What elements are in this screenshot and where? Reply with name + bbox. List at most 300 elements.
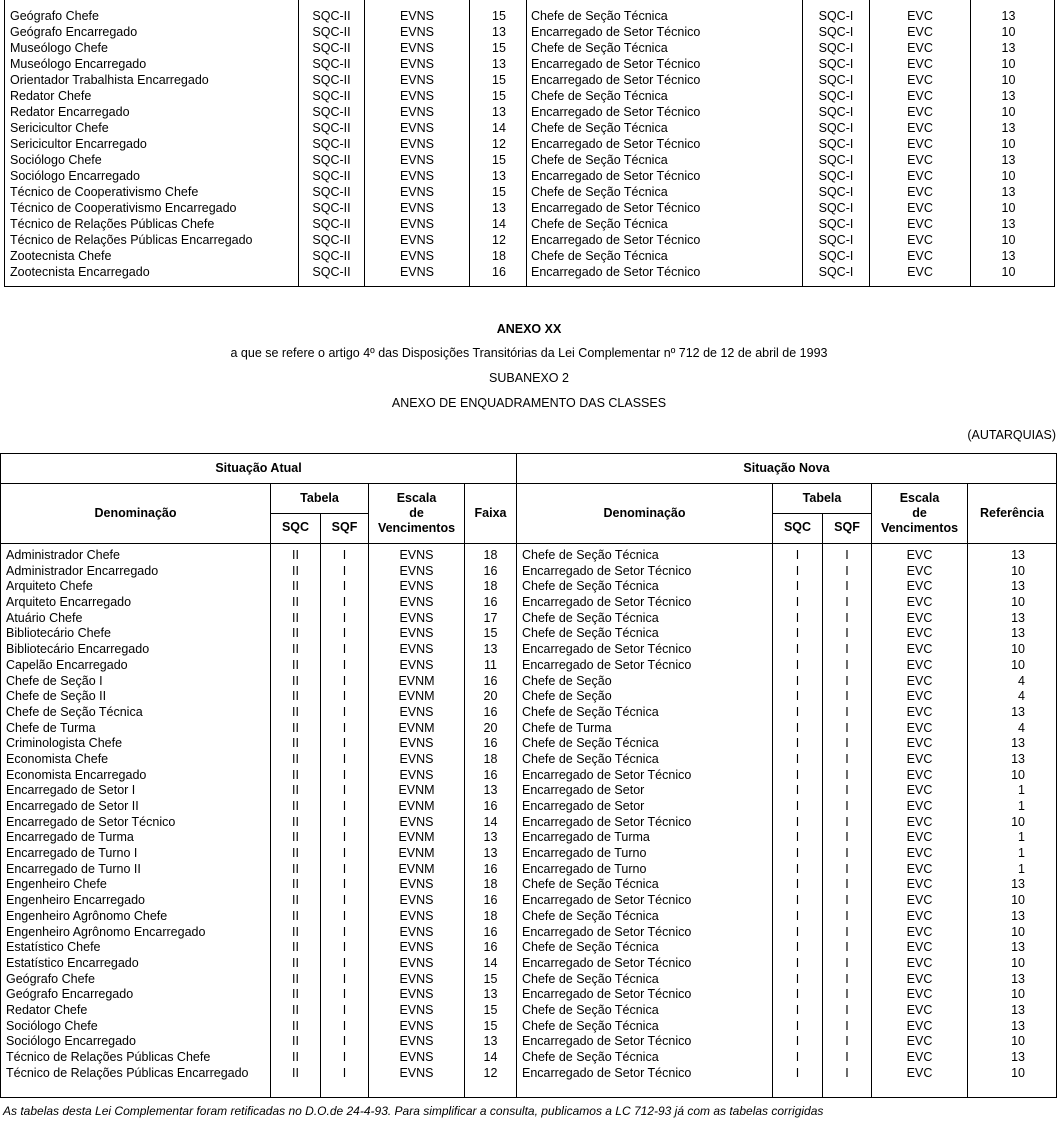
atual-denominacao: Redator Chefe	[6, 1002, 88, 1017]
nova-escala: EVC	[907, 9, 933, 23]
atual-faixa: 13	[483, 846, 498, 861]
atual-escala: EVNM	[398, 846, 435, 861]
atual-denominacao: Chefe de Turma	[6, 720, 96, 735]
atual-sqf: I	[342, 689, 347, 704]
table-row	[1, 814, 1056, 830]
nova-referencia: 13	[1011, 626, 1025, 641]
atual-denominacao: Bibliotecário Chefe	[6, 626, 111, 641]
nova-referencia: 10	[1001, 105, 1016, 119]
nova-denominacao: Encarregado de Setor Técnico	[522, 1034, 692, 1049]
atual-faixa: 15	[492, 153, 506, 167]
annex-reference: a que se refere o artigo 4º das Disposições Transitórias da Lei Complementar nº 712 de 12 de abril de 1993	[230, 346, 828, 360]
nova-denominacao: Encarregado de Setor Técnico	[522, 767, 692, 782]
nova-sqc: I	[795, 924, 800, 939]
atual-sqf: I	[342, 595, 347, 610]
atual-sqf: I	[342, 799, 347, 813]
atual-faixa: 13	[483, 783, 498, 798]
atual-faixa: 14	[483, 814, 498, 829]
nova-sqc: I	[795, 642, 800, 657]
nova-referencia: 10	[1001, 73, 1016, 87]
atual-sqf: I	[342, 830, 347, 845]
atual-escala: EVNM	[398, 689, 435, 704]
atual-escala: EVNM	[398, 830, 435, 845]
atual-faixa: 13	[483, 1034, 498, 1049]
table-row	[1, 845, 1056, 861]
nova-tabela: SQC-I	[818, 217, 854, 231]
nova-sqc: I	[795, 940, 800, 955]
annex-subtitle: ANEXO DE ENQUADRAMENTO DAS CLASSES	[391, 396, 667, 410]
nova-sqc: I	[795, 626, 800, 641]
table-row	[1, 861, 1056, 877]
nova-sqf: I	[845, 971, 849, 986]
nova-escala: EVC	[907, 121, 933, 135]
nova-referencia: 4	[1018, 720, 1025, 735]
atual-faixa: 15	[492, 41, 506, 55]
nova-referencia: 4	[1018, 689, 1025, 704]
nova-referencia: 13	[1001, 249, 1016, 263]
atual-tabela: SQC-II	[312, 249, 351, 263]
atual-denominacao: Técnico de Relações Públicas Chefe	[10, 217, 215, 231]
atual-escala: EVNS	[399, 185, 435, 199]
table-row	[5, 56, 1054, 72]
nova-referencia: 13	[1011, 704, 1025, 719]
atual-denominacao: Zootecnista Chefe	[10, 249, 112, 263]
atual-sqc: II	[292, 563, 299, 578]
atual-faixa: 15	[492, 89, 506, 103]
nova-denominacao: Encarregado de Setor Técnico	[522, 1065, 692, 1080]
atual-sqf: I	[342, 767, 347, 782]
atual-faixa: 12	[492, 137, 506, 151]
nova-sqc: I	[795, 548, 800, 562]
atual-escala: EVNS	[399, 595, 434, 610]
nova-tabela: SQC-I	[818, 9, 854, 23]
atual-escala: EVNS	[399, 249, 435, 263]
atual-faixa: 16	[483, 861, 498, 876]
atual-escala: EVNS	[399, 971, 434, 986]
table-row	[5, 248, 1054, 264]
nova-sqf: I	[845, 1065, 849, 1080]
atual-sqc: II	[292, 1034, 299, 1049]
header-sqf-nova: SQF	[834, 520, 860, 534]
atual-escala: EVNS	[399, 657, 434, 672]
atual-tabela: SQC-II	[312, 121, 351, 135]
atual-tabela: SQC-II	[312, 25, 351, 39]
atual-faixa: 12	[492, 233, 506, 247]
atual-escala: EVNS	[399, 548, 434, 562]
atual-escala: EVNS	[399, 908, 434, 923]
table-row	[1, 955, 1056, 971]
atual-sqc: II	[292, 955, 299, 970]
atual-sqc: II	[292, 783, 299, 798]
nova-tabela: SQC-I	[818, 185, 854, 199]
nova-sqc: I	[795, 846, 800, 861]
atual-sqf: I	[342, 751, 347, 766]
table-row	[1, 767, 1056, 783]
table-row	[1, 625, 1056, 641]
atual-sqc: II	[292, 626, 299, 641]
atual-sqc: II	[292, 642, 299, 657]
nova-referencia: 1	[1018, 830, 1025, 845]
nova-denominacao: Encarregado de Setor	[522, 783, 645, 798]
nova-denominacao: Chefe de Seção Técnica	[531, 89, 668, 103]
atual-escala: EVNS	[399, 25, 435, 39]
atual-denominacao: Encarregado de Turno I	[6, 846, 138, 861]
nova-sqf: I	[845, 767, 849, 782]
atual-escala: EVNS	[399, 201, 435, 215]
header-denominacao-atual: Denominação	[94, 506, 177, 520]
table-row	[5, 264, 1054, 280]
table-row	[1, 704, 1056, 720]
table-row	[5, 40, 1054, 56]
table-row	[1, 876, 1056, 892]
nova-sqc: I	[795, 579, 800, 594]
nova-escala: EVC	[907, 57, 933, 71]
atual-sqf: I	[342, 548, 347, 562]
atual-escala: EVNS	[399, 217, 435, 231]
nova-sqf: I	[845, 1018, 849, 1033]
atual-faixa: 16	[483, 893, 498, 908]
atual-sqf: I	[342, 1065, 347, 1080]
atual-faixa: 16	[483, 924, 498, 939]
nova-escala: EVC	[906, 736, 933, 751]
nova-referencia: 13	[1001, 9, 1016, 23]
atual-denominacao: Administrador Encarregado	[6, 563, 159, 578]
table-row	[1, 986, 1056, 1002]
nova-referencia: 13	[1011, 1002, 1025, 1017]
nova-escala: EVC	[907, 169, 933, 183]
atual-tabela: SQC-II	[312, 73, 351, 87]
atual-escala: EVNS	[399, 610, 434, 625]
nova-escala: EVC	[907, 265, 933, 279]
nova-escala: EVC	[906, 610, 933, 625]
atual-denominacao: Chefe de Seção II	[6, 689, 107, 704]
nova-sqc: I	[795, 783, 800, 798]
atual-denominacao: Técnico de Relações Públicas Encarregado	[10, 233, 253, 247]
table-row	[1, 673, 1056, 689]
atual-escala: EVNS	[399, 1050, 434, 1064]
atual-sqc: II	[292, 657, 299, 672]
nova-sqf: I	[845, 642, 849, 657]
table-row	[1, 547, 1056, 563]
atual-tabela: SQC-II	[312, 9, 351, 23]
nova-escala: EVC	[906, 814, 933, 829]
nova-sqc: I	[795, 704, 800, 719]
nova-escala: EVC	[906, 751, 933, 766]
atual-sqf: I	[342, 940, 347, 955]
nova-denominacao: Chefe de Seção Técnica	[522, 1018, 659, 1033]
nova-sqf: I	[845, 1034, 849, 1049]
atual-faixa: 16	[483, 767, 498, 782]
nova-sqc: I	[795, 657, 800, 672]
atual-tabela: SQC-II	[312, 233, 351, 247]
atual-sqc: II	[292, 610, 299, 625]
atual-sqc: II	[292, 846, 299, 861]
nova-sqf: I	[845, 579, 849, 594]
nova-sqc: I	[795, 736, 800, 751]
nova-denominacao: Encarregado de Setor Técnico	[522, 893, 692, 908]
nova-denominacao: Encarregado de Turno	[522, 846, 647, 861]
atual-sqf: I	[342, 908, 347, 923]
upper-table-body	[5, 8, 1054, 280]
atual-denominacao: Chefe de Seção I	[6, 673, 103, 688]
nova-tabela: SQC-I	[818, 25, 854, 39]
atual-sqc: II	[292, 830, 299, 845]
nova-denominacao: Chefe de Seção Técnica	[531, 217, 668, 231]
atual-faixa: 13	[492, 105, 506, 119]
atual-faixa: 16	[483, 563, 498, 578]
header-escala-atual	[369, 491, 464, 536]
upper-enquadramento-table	[4, 0, 1055, 287]
nova-denominacao: Encarregado de Turma	[522, 830, 650, 845]
atual-sqc: II	[292, 751, 299, 766]
atual-denominacao: Encarregado de Turno II	[6, 861, 141, 876]
atual-tabela: SQC-II	[312, 89, 351, 103]
nova-sqf: I	[845, 908, 849, 923]
atual-escala: EVNS	[399, 153, 435, 167]
table-row	[5, 232, 1054, 248]
atual-faixa: 16	[483, 799, 498, 813]
atual-denominacao: Atuário Chefe	[6, 610, 83, 625]
atual-escala: EVNS	[399, 41, 435, 55]
atual-sqf: I	[342, 861, 347, 876]
atual-escala: EVNM	[398, 799, 435, 813]
nova-referencia: 10	[1001, 233, 1016, 247]
atual-sqc: II	[292, 893, 299, 908]
atual-tabela: SQC-II	[312, 41, 351, 55]
atual-sqc: II	[292, 799, 299, 813]
header-divider	[1, 483, 1056, 484]
atual-escala: EVNS	[399, 1065, 434, 1080]
enquadramento-table	[0, 453, 1057, 1098]
nova-sqf: I	[845, 846, 849, 861]
nova-denominacao: Chefe de Seção Técnica	[522, 626, 659, 641]
atual-escala: EVNS	[399, 89, 435, 103]
atual-denominacao: Encarregado de Setor Técnico	[6, 814, 176, 829]
atual-sqc: II	[292, 579, 299, 594]
atual-tabela: SQC-II	[312, 185, 351, 199]
atual-tabela: SQC-II	[312, 201, 351, 215]
atual-sqc: II	[292, 1050, 299, 1064]
nova-referencia: 13	[1001, 89, 1016, 103]
nova-escala: EVC	[906, 548, 933, 562]
nova-denominacao: Encarregado de Setor Técnico	[531, 169, 701, 183]
nova-referencia: 13	[1011, 877, 1025, 892]
nova-referencia: 13	[1011, 548, 1025, 562]
nova-tabela: SQC-I	[818, 121, 854, 135]
atual-denominacao: Engenheiro Agrônomo Chefe	[6, 908, 168, 923]
nova-sqf: I	[845, 893, 849, 908]
atual-sqc: II	[292, 971, 299, 986]
atual-sqc: II	[292, 987, 299, 1002]
atual-escala: EVNS	[399, 924, 434, 939]
nova-denominacao: Chefe de Seção	[522, 673, 612, 688]
nova-escala: EVC	[907, 105, 933, 119]
nova-escala: EVC	[906, 579, 933, 594]
atual-sqf: I	[342, 704, 347, 719]
atual-denominacao: Museólogo Encarregado	[10, 57, 147, 71]
nova-referencia: 10	[1011, 955, 1025, 970]
nova-sqf: I	[845, 1050, 849, 1064]
atual-sqf: I	[342, 1034, 347, 1049]
atual-sqc: II	[292, 1002, 299, 1017]
header-denominacao-nova: Denominação	[603, 506, 686, 520]
nova-sqc: I	[795, 673, 800, 688]
atual-denominacao: Geógrafo Encarregado	[6, 987, 134, 1002]
nova-tabela: SQC-I	[818, 233, 854, 247]
nova-denominacao: Chefe de Seção Técnica	[522, 751, 659, 766]
nova-sqc: I	[795, 830, 800, 845]
atual-faixa: 15	[492, 73, 506, 87]
nova-referencia: 10	[1011, 563, 1025, 578]
atual-escala: EVNS	[399, 642, 434, 657]
nova-denominacao: Chefe de Seção Técnica	[522, 704, 659, 719]
nova-escala: EVC	[906, 1050, 933, 1064]
nova-escala: EVC	[907, 249, 933, 263]
nova-denominacao: Encarregado de Setor Técnico	[531, 265, 701, 279]
nova-denominacao: Chefe de Seção Técnica	[522, 908, 659, 923]
nova-referencia: 13	[1001, 185, 1016, 199]
table-row	[1, 798, 1056, 814]
nova-escala: EVC	[906, 657, 933, 672]
atual-denominacao: Geógrafo Chefe	[6, 971, 95, 986]
nova-referencia: 4	[1018, 673, 1025, 688]
nova-denominacao: Encarregado de Setor Técnico	[522, 814, 692, 829]
nova-referencia: 10	[1011, 642, 1025, 657]
nova-denominacao: Encarregado de Turno	[522, 861, 647, 876]
atual-sqc: II	[292, 924, 299, 939]
table-row	[1, 751, 1056, 767]
atual-faixa: 16	[483, 595, 498, 610]
nova-sqc: I	[795, 595, 800, 610]
nova-sqf: I	[845, 610, 849, 625]
nova-sqc: I	[795, 893, 800, 908]
nova-sqc: I	[795, 751, 800, 766]
atual-sqc: II	[292, 720, 299, 735]
atual-escala: EVNS	[399, 767, 434, 782]
footnote: As tabelas desta Lei Complementar foram retificadas no D.O.de 24-4-93. Para simplificar a consulta, publicamos a LC 712-93 já com as tabelas corrigidas	[3, 1104, 824, 1118]
atual-escala: EVNS	[399, 563, 434, 578]
table-row	[5, 200, 1054, 216]
header-sqc-atual: SQC	[281, 520, 310, 534]
atual-escala: EVNS	[399, 940, 434, 955]
atual-escala: EVNS	[399, 121, 435, 135]
atual-sqf: I	[342, 626, 347, 641]
nova-sqf: I	[845, 1002, 849, 1017]
atual-denominacao: Geógrafo Chefe	[10, 9, 99, 23]
nova-escala: EVC	[906, 673, 933, 688]
nova-tabela: SQC-I	[818, 73, 854, 87]
atual-faixa: 17	[483, 610, 498, 625]
nova-denominacao: Chefe de Seção Técnica	[522, 1002, 659, 1017]
nova-referencia: 10	[1011, 893, 1025, 908]
nova-denominacao: Chefe de Seção Técnica	[531, 249, 668, 263]
nova-sqc: I	[795, 767, 800, 782]
nova-referencia: 10	[1001, 265, 1016, 279]
atual-tabela: SQC-II	[312, 169, 351, 183]
table-row	[5, 184, 1054, 200]
nova-referencia: 10	[1011, 1065, 1025, 1080]
atual-faixa: 18	[483, 908, 498, 923]
nova-denominacao: Chefe de Seção Técnica	[522, 940, 659, 955]
nova-sqc: I	[795, 908, 800, 923]
nova-referencia: 13	[1011, 1018, 1025, 1033]
nova-escala: EVC	[906, 877, 933, 892]
table-row	[1, 782, 1056, 798]
atual-denominacao: Sociólogo Encarregado	[6, 1034, 136, 1049]
nova-escala: EVC	[906, 987, 933, 1002]
atual-denominacao: Técnico de Relações Públicas Encarregado	[6, 1065, 249, 1080]
nova-referencia: 1	[1018, 799, 1025, 813]
atual-sqf: I	[342, 673, 347, 688]
nova-denominacao: Encarregado de Setor Técnico	[531, 57, 701, 71]
atual-sqf: I	[342, 610, 347, 625]
nova-referencia: 10	[1011, 595, 1025, 610]
nova-sqc: I	[795, 814, 800, 829]
nova-sqf: I	[845, 940, 849, 955]
atual-denominacao: Arquiteto Chefe	[6, 579, 93, 594]
table-row	[1, 578, 1056, 594]
atual-tabela: SQC-II	[312, 57, 351, 71]
annex-title: ANEXO XX	[496, 322, 562, 336]
nova-referencia: 1	[1018, 783, 1025, 798]
atual-sqf: I	[342, 1018, 347, 1033]
atual-denominacao: Administrador Chefe	[6, 548, 120, 562]
table-row	[1, 594, 1056, 610]
nova-denominacao: Chefe de Seção Técnica	[522, 579, 659, 594]
nova-escala: EVC	[906, 595, 933, 610]
nova-escala: EVC	[907, 41, 933, 55]
atual-sqc: II	[292, 595, 299, 610]
nova-tabela: SQC-I	[818, 89, 854, 103]
atual-denominacao: Orientador Trabalhista Encarregado	[10, 73, 209, 87]
table-row	[1, 641, 1056, 657]
header-escala-line3: Vencimentos	[880, 521, 959, 535]
table-row	[5, 24, 1054, 40]
nova-sqc: I	[795, 563, 800, 578]
header-escala-line1: Escala	[899, 491, 940, 505]
atual-sqc: II	[292, 689, 299, 704]
atual-sqf: I	[342, 642, 347, 657]
atual-faixa: 13	[483, 987, 498, 1002]
nova-escala: EVC	[906, 563, 933, 578]
nova-sqc: I	[795, 987, 800, 1002]
table-row	[5, 120, 1054, 136]
atual-faixa: 13	[483, 830, 498, 845]
atual-sqf: I	[342, 1002, 347, 1017]
nova-denominacao: Encarregado de Setor Técnico	[531, 25, 701, 39]
nova-tabela: SQC-I	[818, 57, 854, 71]
atual-faixa: 14	[483, 955, 498, 970]
atual-denominacao: Geógrafo Encarregado	[10, 25, 138, 39]
table-row	[5, 8, 1054, 24]
header-escala-line2: de	[409, 506, 424, 520]
atual-escala: EVNS	[399, 9, 435, 23]
nova-sqf: I	[845, 799, 849, 813]
nova-escala: EVC	[906, 799, 933, 813]
atual-sqf: I	[342, 971, 347, 986]
atual-sqf: I	[342, 563, 347, 578]
nova-denominacao: Encarregado de Setor Técnico	[531, 201, 701, 215]
atual-escala: EVNM	[398, 783, 435, 798]
nova-escala: EVC	[907, 233, 933, 247]
nova-denominacao: Encarregado de Setor Técnico	[531, 105, 701, 119]
nova-escala: EVC	[906, 940, 933, 955]
table-row	[1, 1049, 1056, 1065]
atual-faixa: 11	[484, 657, 497, 672]
atual-escala: EVNS	[399, 233, 435, 247]
nova-sqf: I	[845, 689, 849, 704]
nova-escala: EVC	[907, 89, 933, 103]
